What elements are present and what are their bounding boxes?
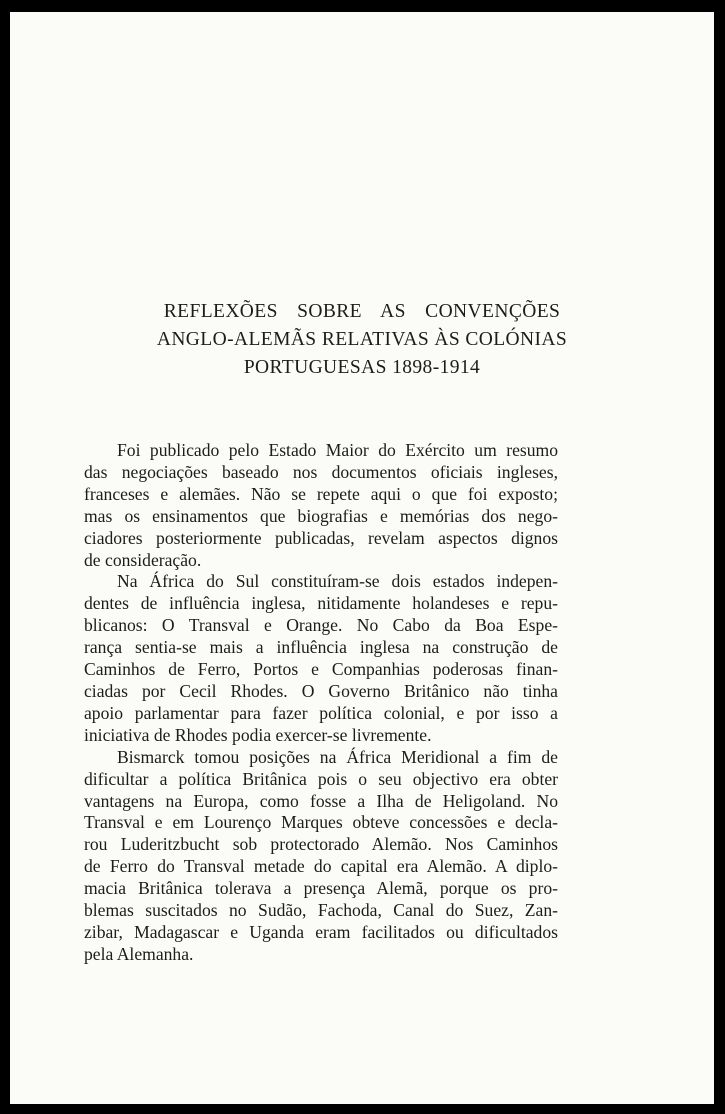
- chapter-title: [10, 298, 714, 382]
- text-line: ciadas por Cecil Rhodes. O Governo Britânico não tinha: [84, 680, 558, 701]
- paragraph-2: [84, 571, 558, 746]
- text-line: franceses e alemães. Não se repete aqui o que foi exposto;: [84, 483, 558, 504]
- text-line: vantagens na Europa, como fosse a Ilha de Heligoland. No: [84, 790, 558, 811]
- body-text: [84, 440, 558, 966]
- text-line: Na África do Sul constituíram-se dois estados indepen-: [117, 571, 558, 592]
- text-line: ciadores posteriormente publicadas, revelam aspectos dignos: [84, 527, 558, 548]
- text-line: mas os ensinamentos que biografias e memórias dos nego-: [84, 505, 558, 526]
- text-line: apoio parlamentar para fazer política colonial, e por isso a: [84, 702, 558, 723]
- book-page: [10, 12, 714, 1104]
- text-line: de consideração.: [84, 549, 202, 570]
- text-line: das negociações baseado nos documentos oficiais ingleses,: [84, 461, 558, 482]
- text-line: pela Alemanha.: [84, 943, 194, 964]
- paragraph-3: [84, 747, 558, 966]
- text-line: Caminhos de Ferro, Portos e Companhias poderosas finan-: [84, 659, 558, 680]
- text-line: macia Britânica tolerava a presença Alemã, porque os pro-: [84, 878, 558, 899]
- title-line-1: REFLEXÕES SOBRE AS CONVENÇÕES: [163, 301, 561, 322]
- title-line-3: PORTUGUESAS 1898-1914: [243, 357, 481, 378]
- text-line: de Ferro do Transval metade do capital era Alemão. A diplo-: [84, 856, 558, 877]
- text-line: Bismarck tomou posições na África Meridional a fim de: [117, 746, 558, 767]
- text-line: blemas suscitados no Sudão, Fachoda, Canal do Suez, Zan-: [84, 900, 558, 921]
- paragraph-1: [84, 440, 558, 571]
- text-line: dentes de influência inglesa, nitidamente holandeses e repu-: [84, 593, 558, 614]
- text-line: blicanos: O Transval e Orange. No Cabo da Boa Espe-: [84, 615, 558, 636]
- text-line: Foi publicado pelo Estado Maior do Exército um resumo: [117, 440, 558, 460]
- text-line: rou Luderitzbucht sob protectorado Alemão. Nos Caminhos: [84, 834, 558, 855]
- text-line: zibar, Madagascar e Uganda eram facilitados ou dificultados: [84, 921, 558, 942]
- text-line: rança sentia-se mais a influência inglesa na construção de: [84, 637, 558, 658]
- text-line: dificultar a política Britânica pois o seu objectivo era obter: [84, 768, 558, 789]
- text-line: iniciativa de Rhodes podia exercer-se livremente.: [84, 724, 432, 745]
- text-line: Transval e em Lourenço Marques obteve concessões e decla-: [84, 812, 558, 833]
- title-line-2: ANGLO-ALEMÃS RELATIVAS ÀS COLÓNIAS: [156, 329, 568, 350]
